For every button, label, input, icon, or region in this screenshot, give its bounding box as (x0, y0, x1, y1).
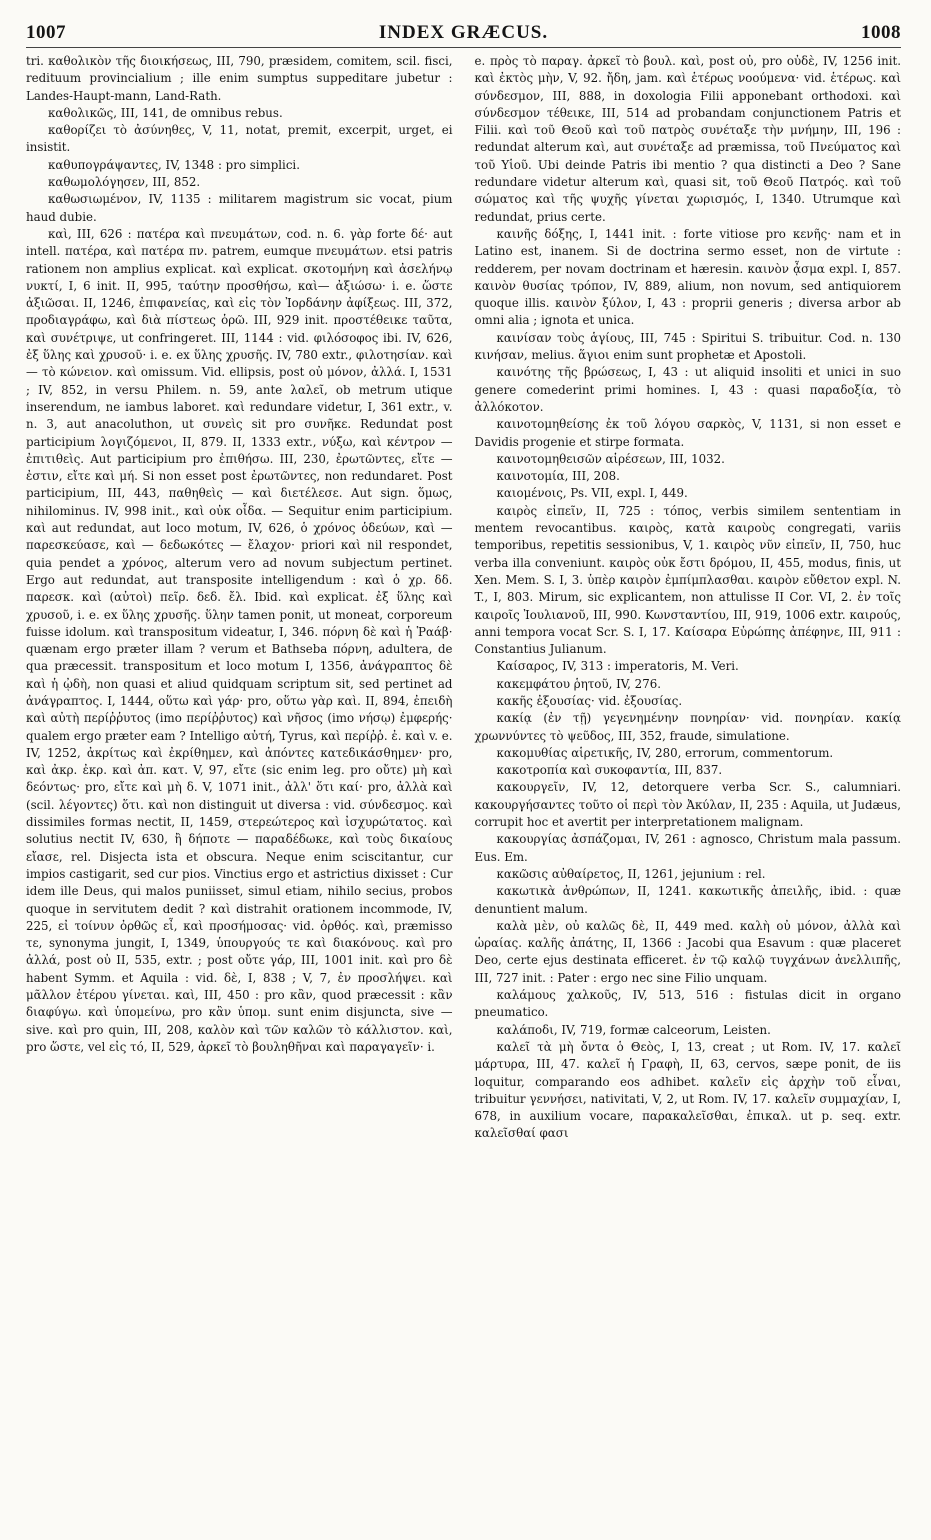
index-entry: κακίᾳ (ἐν τῇ) γεγενημένην πονηρίαν· vid. πονηρίαν. κακίᾳ χρωννύντες τὸ ψεῦδος, III, 352, fraude, simulatione. (474, 711, 901, 743)
left-column (26, 53, 453, 1143)
index-entry: κακῶσις αὐθαίρετος, II, 1261, jejunium : rel. (496, 866, 766, 881)
index-entry: καθωσιωμένον, IV, 1135 : militarem magistrum sic vocat, pium haud dubie. (26, 192, 453, 224)
index-entry: καθωμολόγησεν, III, 852. (48, 175, 201, 190)
index-entry: καιρὸς εἰπεῖν, II, 725 : τόπος, verbis similem sententiam in mentem revocantibus. καιρὸς, κατὰ καιροὺς congregati, variis temporibus, repetitis sessionibus, V, 1. καιρὸς νῦν εἰπεῖν, II, 750, huc verba illa conveniunt. καιρὸς οὐκ ἔστι δρόμου, II, 455, modus, finis, ut Xen. Mem. S. I, 3. ὑπὲρ καιρὸν ἐμπίμπλασθαι. καιρὸν εὔθετον expl. N. T., I, 803. Mirum, sic explicantem, non attulisse II Cor. VI, 2. ἐν τοῖς καιροῖς Ἰουλιανοῦ, III, 990. Κωνσταντίου, III, 919, 1006 extr. καιρούς, anni tempora vocat Scr. S. I, 17. Καίσαρα Εὐρώπης ἀπέφηνε, III, 911 : Constantius Julianum. (474, 503, 901, 657)
page-number-left: 1007 (26, 22, 66, 43)
index-entry: κακῆς ἐξουσίας· vid. ἐξουσίας. (496, 693, 683, 708)
index-entry: Καίσαρος, IV, 313 : imperatoris, M. Veri. (496, 659, 739, 674)
index-entry: κακομυθίας αἱρετικῆς, IV, 280, errorum, commentorum. (496, 745, 834, 760)
index-entry: καινοτομηθεισῶν αἱρέσεων, III, 1032. (496, 451, 725, 466)
index-entry: e. πρὸς τὸ παραγ. ἀρκεῖ τὸ βουλ. καὶ, post οὐ, pro οὐδὲ, IV, 1256 init. καὶ ἐκτὸς μὴν, V, 92. ἤδη, jam. καὶ ἑτέρως νοούμενα· vid. ἑτέρως. καὶ σύνδεσμον, III, 888, in doxologia Filii apponebant orthodoxi. καὶ σύνδεσμον τέθεικε, III, 514 ad probandam conjunctionem Patris et Filii. καὶ τοῦ Θεοῦ καὶ τοῦ πατρὸς συνέταξε τὴν μνήμην, III, 196 : redundat alterum καὶ, aut συνέταξε ad præmissa, τοῦ Πνεύματος καὶ τοῦ Υἱοῦ. Ubi deinde Patris ibi mentio ? qua distincti a Deo ? Sane redundare videtur alterum καὶ, quasi sit, τοῦ Θεοῦ Πατρός. καὶ τοῦ σώματος καὶ τῆς ψυχῆς γίνεται χωρισμός, I, 1340. Utrumque καὶ redundat, prius certe. (474, 54, 901, 224)
index-entry: κακεμφάτου ῥητοῦ, IV, 276. (496, 676, 661, 691)
index-entry: καλεῖ τὰ μὴ ὄντα ὁ Θεὸς, I, 13, creat ; ut Rom. IV, 17. καλεῖ μάρτυρα, III, 47. καλεῖ ἡ Γραφὴ, II, 63, cervos, sæpe ponit, de iis loquitur, comparando eos adhibet. καλεῖν εἰς ἀρχὴν τοῦ εἶναι, tribuitur γεννήσει, nativitati, V, 2, ut Rom. IV, 17. καλεῖν συμμαχίαν, I, 678, in auxilium vocare, παρακαλεῖσθαι, ἐπικαλ. ut p. seq. extr. καλεῖσθαί φασι (474, 1039, 901, 1141)
index-entry: καλάποδι, IV, 719, formæ calceorum, Leisten. (496, 1022, 771, 1037)
page-title: INDEX GRÆCUS. (378, 22, 549, 43)
index-entry: καινοτομία, III, 208. (496, 469, 620, 484)
index-entry: καλὰ μὲν, οὐ καλῶς δὲ, II, 449 med. καλὴ οὐ μόνον, ἀλλὰ καὶ ὡραίας. καλῆς ἀπάτης, II, 1366 : Jacobi qua Esavum : quæ placeret Deo, certe ejus destinata efficeret. ἐν τῷ καλῷ τυγχάνων ἀνελλιπῆς, III, 727 init. : Pater : ergo nec sine Filio unquam. (474, 918, 901, 985)
right-column (475, 53, 902, 1143)
index-entry: καινίσαν τοὺς ἁγίους, III, 745 : Spiritui S. tribuitur. Cod. n. 130 κινήσαν, melius. ἅγιοι enim sunt prophetæ et Apostoli. (474, 330, 901, 363)
index-entry: καινοτομηθείσης ἐκ τοῦ λόγου σαρκὸς, V, 1131, si non esset e Davidis progenie et stirpe formata. (474, 417, 901, 449)
index-entry: καὶ, III, 626 : πατέρα καὶ πνευμάτων, cod. n. 6. γὰρ forte δέ· aut intell. πατέρα, καὶ πατέρα πν. patrem, eumque πνευμάτων. etsi patris rationem non amplius explicat. καὶ explicat. σκοτομήνη καὶ ἀσελήνῳ νυκτί, I, 6 init. II, 995, ταύτην προσθήσω, καὶ— ἀξιώσω· i. e. ὥστε ἀξιῶσαι. II, 1246, ἐπιφανείας, καὶ εἰς τὸν Ἰορδάνην ἀφίξεως. III, 372, προδιαγράφω, καὶ διὰ πίστεως ὁρῶ. III, 929 init. προστέθεικε ταῦτα, καὶ συνέτριψε, ut confringeret. III, 1144 : vid. φιλόσοφος ibi. IV, 626, ἐξ ὕλης καὶ χρυσοῦ· i. e. ex ὕλης χρυσῆς. IV, 780 extr., φιλοτησίαν. καὶ — τὸ κώνειον. καὶ omissum. Vid. ellipsis, post οὐ μόνον, ἀλλά. I, 1531 ; IV, 852, in versu Philem. n. 59, ante λαλεῖ, ob metrum utique inserendum, ne iambus laboret. καὶ redundare videtur, I, 361 extr., v. n. 3, aut anacoluthon, ut συνεὶς sit pro συνῆκε. Redundat post participium λογιζόμενοι, II, 879. II, 1333 extr., νύξω, καὶ κέντρον — ἐπιτιθεὶς. Aut participium pro ἐπιθήσω. III, 230, ἐρωτῶντες, εἴτε — ἐστιν, εἴτε καὶ μή. Si non esset post ἐρωτῶντες, non redundaret. Post participium, III, 443, παθηθεὶς — καὶ διετέλεσε. Aut sign. ὅμως, nihilominus. IV, 998 init., καὶ οὐκ οἶδα. — Sequitur enim participium. καὶ aut redundat, aut loco motum, IV, 626, ὁ χρόνος ὁδεύων, καὶ — παρεσκεύασε, καὶ — δεδωκότες — ἔλαχον· priori καὶ nil respondet, quia pendet a χρόνος, alterum vero ad novum subjectum pertinet. Ergo aut redundat, aut transposite intelligendum : καὶ ὁ χρ. δδ. παρεσκ. καὶ (αὐτοὶ) πεῖρ. δεδ. ἔλ. Ibid. καὶ explicat. ἐξ ὕλης καὶ χρυσοῦ, i. e. ex ὕλης χρυσῆς. ὕλην tamen ponit, ut moneat, corporeum fuisse idolum. καὶ transpositum videatur, I, 346. πόρνη δὲ καὶ ἡ Ῥαάβ· quænam ergo præter illam ? verum et Bathseba πόρνη, adultera, de qua præcessit. transpositum et loco motum I, 1356, ἀνάγραπτος δὲ καὶ ἡ ᾠδὴ, non quasi et aliud quidquam scriptum sit, sed pertinet ad ἀνάγραπτος. I, 1444, οὕτω καὶ γάρ· pro, οὕτω γὰρ καὶ. II, 894, ἐπειδὴ καὶ αὐτὴ περίῤῥυτος (imo περίῤῥυτος) καὶ νῆσος (imo νήσῳ) ἐμφερής· qualem ergo præter eam ? Intelligo αὐτή, Tyrus, καὶ περίῤῥ. ἐ. καὶ v. e. IV, 1252, ἀκρίτως καὶ ἐκρίθημεν, καὶ ἀπόντες κατεδικάσθημεν· pro, καὶ ἀκρ. ἐκρ. καὶ ἀπ. κατ. V, 97, εἴτε (sic enim leg. pro οὔτε) μὴ καὶ δεόντως· pro, εἴτε καὶ μὴ δ. V, 1071 init., ἀλλ' ὅτι καί· pro, ἀλλὰ καὶ (scil. λέγοντες) ὅτι. καὶ non distinguit ut diversa : vid. σύνδεσμος. καὶ dissimiles formas nectit, II, 1459, στερεώτερος καὶ ἰσχυρώτατος. καὶ solutius nectit IV, 630, ἢ δήποτε — παραδέδωκε, καὶ τοὺς δικαίους εἴασε, rel. Disjecta ista et obscura. Neque enim sciscitantur, cur impios castigarit, sed cur pios. Vinctius ergo et astrictius dixisset : Cur idem ille Deus, qui malos puniisset, simul etiam, nihilo secius, probos quoque in servitutem dedit ? καὶ distrahit orationem incommode, IV, 225, εἰ τοίνυν ὀρθῶς εἶ, καὶ προσήμοσας· vid. ὀρθός. καὶ, præmisso τε, synonyma jungit, I, 1349, ὑπουργούς τε καὶ διακόνους. καὶ pro ἀλλά, post οὐ II, 535, extr. ; post οὔτε γάρ, III, 1001 init. καὶ pro δὲ habent Symm. et Aquila : vid. δὲ, I, 838 ; V, 7, ἐν προσλήψει. καὶ μᾶλλον ἑτέρου γίνεται. καὶ, III, 450 : pro κἂν, quod præcessit : κἂν διαφύγω. καὶ ὑπομείνω, pro κἂν ὑπομ. sunt enim disjuncta, sive — sive. καὶ pro quin, III, 208, καλὸν καὶ τῶν καλῶν τὸ κάλλιστον. καὶ, pro ὥστε, vel εἰς τό, II, 529, ἀρκεῖ τὸ βουληθῆναι καὶ παραγαγεῖν· i. (26, 226, 453, 1054)
index-entry: καινῆς δόξης, I, 1441 init. : forte vitiose pro κενῆς· nam et in Latino est, inanem. Si de doctrina sermo esset, non de virtute : redderem, per novam doctrinam et hæresin. καινὸν ᾆσμα expl. I, 857. καινὸν θυσίας τρόπον, IV, 889, alium, non novum, sed antiquiorem quoque illis. καινὸν ξύλον, I, 43 : proprii generis ; diversa arbor ab omni alia ; ignota et unica. (474, 226, 901, 328)
index-entry: κακοτροπία καὶ συκοφαντία, III, 837. (496, 763, 723, 778)
page-number-right: 1008 (861, 22, 901, 43)
columns (26, 53, 901, 1143)
index-entry: καθολικῶς, III, 141, de omnibus rebus. (48, 105, 283, 120)
index-entry: tri. καθολικὸν τῆς διοικήσεως, III, 790, præsidem, comitem, scil. fisci, redituum provincialium ; ille enim sumptus suppeditare jubetur : Landes-Haupt-mann, Land-Rath. (26, 54, 453, 103)
index-entry: καλάμους χαλκοῦς, IV, 513, 516 : fistulas dicit in organo pneumatico. (474, 988, 901, 1020)
index-entry: κακουργεῖν, IV, 12, detorquere verba Scr. S., calumniari. κακουργήσαντες τοῦτο οἱ περὶ τὸν Ἀκύλαν, II, 235 : Aquila, ut Judæus, corrupit hoc et avertit per interpretationem malignam. (474, 780, 901, 830)
index-entry: καθυπογράψαντες, IV, 1348 : pro simplici. (48, 157, 300, 172)
index-entry: καθορίζει τὸ ἀσύνηθες, V, 11, notat, premit, excerpit, urget, ei insistit. (26, 123, 453, 155)
running-head (26, 22, 901, 48)
index-entry: κακωτικὰ ἀνθρώπων, II, 1241. κακωτικῆς ἀπειλῆς, ibid. : quæ denuntient malum. (474, 884, 901, 916)
index-entry: καινότης τῆς βρώσεως, I, 43 : ut aliquid insoliti et unici in suo genere comederint primi homines. I, 43 : quasi παραδοξία, τὸ ἀλλόκοτον. (474, 365, 901, 414)
index-entry: κακουργίας ἀσπάζομαι, IV, 261 : agnosco, Christum mala passum. Eus. Em. (474, 832, 901, 864)
index-entry: καιομένοις, Ps. VII, expl. I, 449. (496, 486, 688, 501)
